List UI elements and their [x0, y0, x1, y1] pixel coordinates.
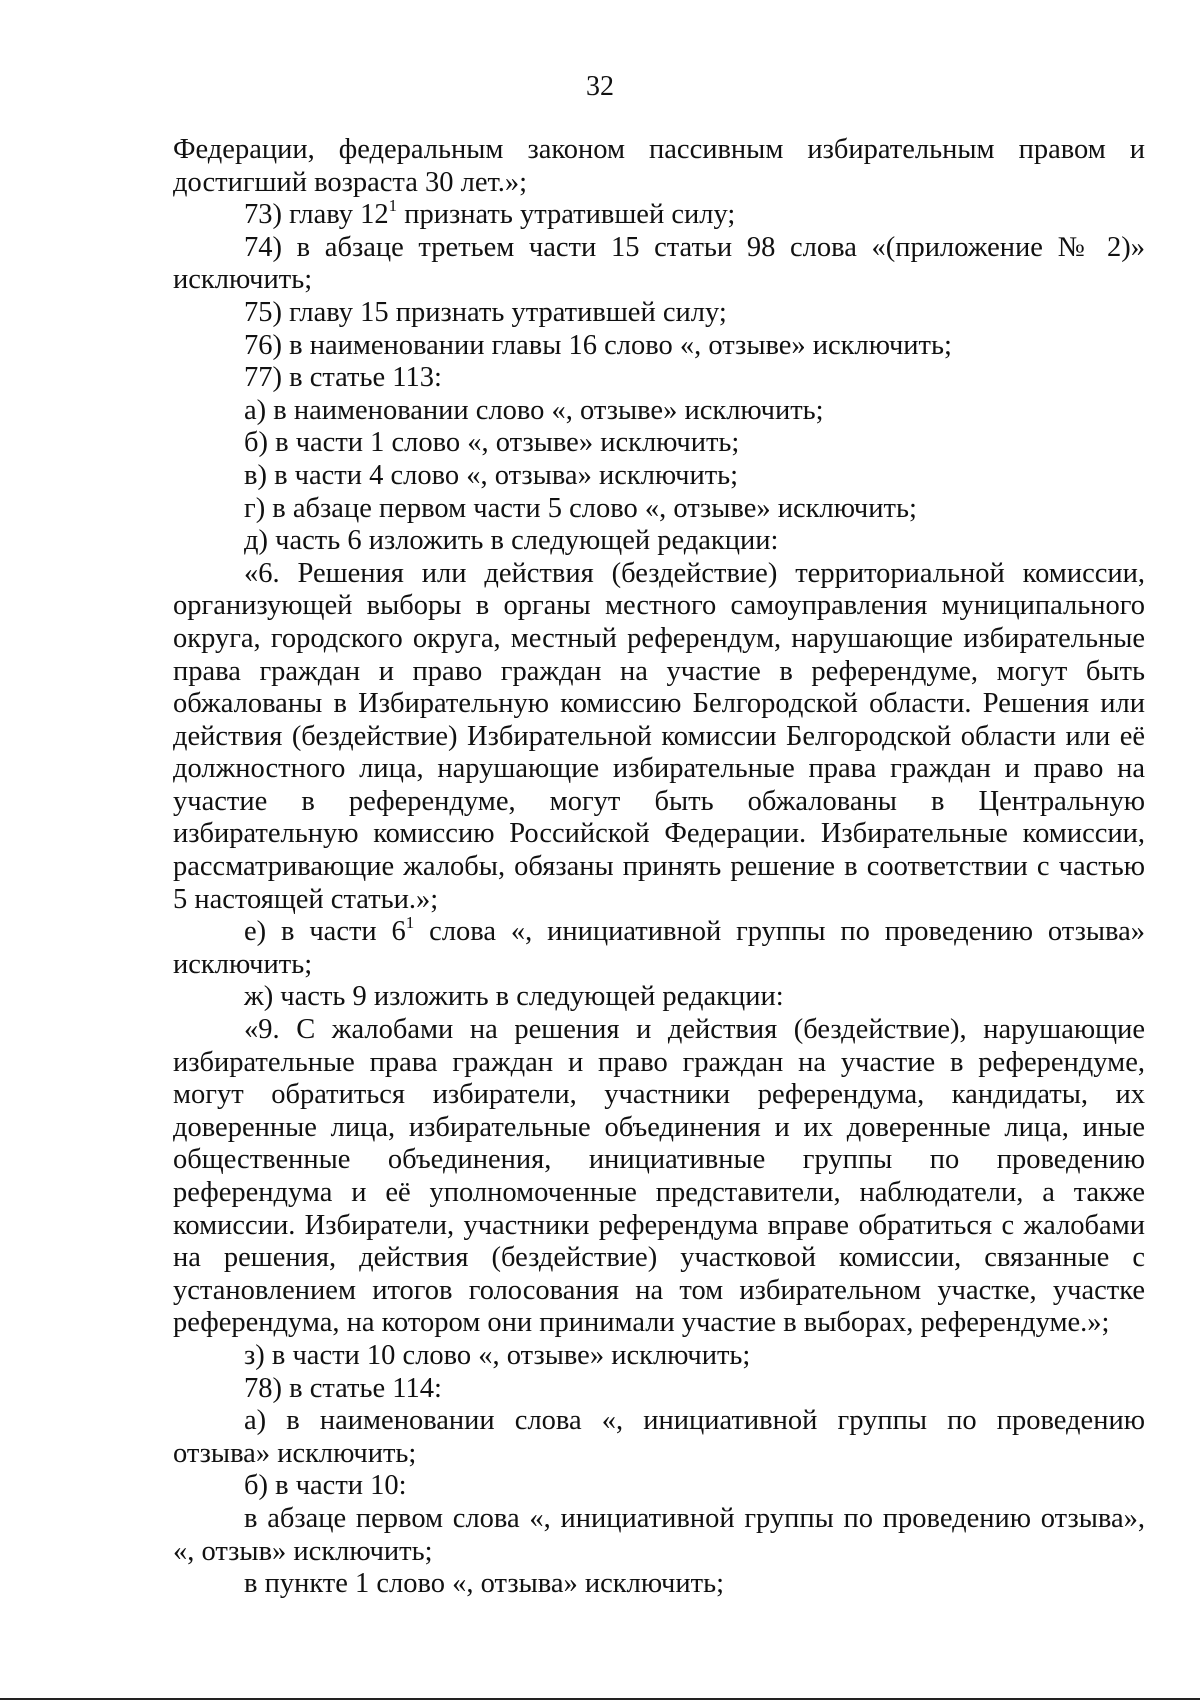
paragraph-sub-e	[173, 913, 1145, 981]
paragraph-item-73	[173, 196, 1145, 232]
paragraph-punkt-1: в пункте 1 слово «, отзыва» исключить;	[244, 1568, 724, 1600]
paragraph-item-75: 75) главу 15 признать утратившей силу;	[244, 296, 727, 328]
paragraph-continuation: Федерации, федеральным законом пассивным избирательным правом и достигший возраста 30 лет.»;	[173, 134, 1145, 198]
paragraph-sub-d: д) часть 6 изложить в следующей редакции:	[244, 525, 779, 557]
page-number: 32	[586, 71, 614, 102]
paragraph-part-6-text: «6. Решения или действия (бездействие) территориальной комиссии, организующей выборы в органы местного самоуправления муниципального округа, городского округа, местный референдум, нарушающие избирательные права граждан и право граждан на участие в референдуме, могут быть обжалованы в Избирательную комиссию Белгородской области. Решения или действия (бездействие) Избирательной комиссии Белгородской области или её должностного лица, нарушающие избирательные права граждан и право на участие в референдуме, могут быть обжалованы в Центральную избирательную комиссию Российской Федерации. Избирательные комиссии, рассматривающие жалобы, обязаны принять решение в соответствии с частью 5 настоящей статьи.»;	[173, 557, 1145, 915]
sub-e-text: е) в части 6	[244, 916, 406, 948]
paragraph-sub-g: г) в абзаце первом части 5 слово «, отзыве» исключить;	[244, 492, 917, 524]
document-body	[173, 134, 1145, 1601]
paragraph-sub-z: з) в части 10 слово «, отзыве» исключить;	[244, 1339, 751, 1371]
paragraph-part-9-text: «9. С жалобами на решения и действия (бездействие), нарушающие избирательные права граждан и право граждан на участие в референдуме, могут обратиться избиратели, участники референдума, кандидаты, их доверенные лица, избирательные объединения и их доверенные лица, иные общественные объединения, инициативные группы по проведению референдума и её уполномоченные представители, наблюдатели, а также комиссии. Избиратели, участники референдума вправе обратиться с жалобами на решения, действия (бездействие) участковой комиссии, связанные с установлением итогов голосования на том избирательном участке, участке референдума, на котором они принимали участие в выборах, референдуме.»;	[173, 1014, 1145, 1339]
item-73-superscript: 1	[388, 196, 398, 216]
paragraph-sub-v: в) в части 4 слово «, отзыва» исключить;	[244, 459, 739, 491]
paragraph-sub-b: б) в части 1 слово «, отзыве» исключить;	[244, 427, 740, 459]
paragraph-78-sub-b: б) в части 10:	[244, 1470, 407, 1502]
item-73-text: 73) главу 12	[244, 199, 389, 231]
paragraph-78-sub-a: а) в наименовании слова «, инициативной группы по проведению отзыва» исключить;	[173, 1405, 1145, 1469]
paragraph-sub-zh: ж) часть 9 изложить в следующей редакции:	[244, 981, 784, 1013]
paragraph-first-abzac: в абзаце первом слова «, инициативной группы по проведению отзыва», «, отзыв» исключить;	[173, 1502, 1145, 1567]
sub-e-superscript: 1	[405, 913, 415, 933]
item-73-rest: признать утратившей силу;	[397, 199, 736, 231]
paragraph-item-76: 76) в наименовании главы 16 слово «, отзыве» исключить;	[244, 329, 952, 361]
paragraph-item-74: 74) в абзаце третьем части 15 статьи 98 слова «(приложение № 2)» исключить;	[173, 231, 1145, 296]
scan-edge-line	[0, 1698, 1200, 1700]
paragraph-item-78: 78) в статье 114:	[244, 1372, 442, 1404]
paragraph-sub-a: а) в наименовании слово «, отзыве» исключить;	[244, 394, 824, 426]
paragraph-item-77: 77) в статье 113:	[244, 362, 442, 394]
sub-e-rest: слова «, инициативной группы по проведению отзыва» исключить;	[173, 916, 1145, 980]
